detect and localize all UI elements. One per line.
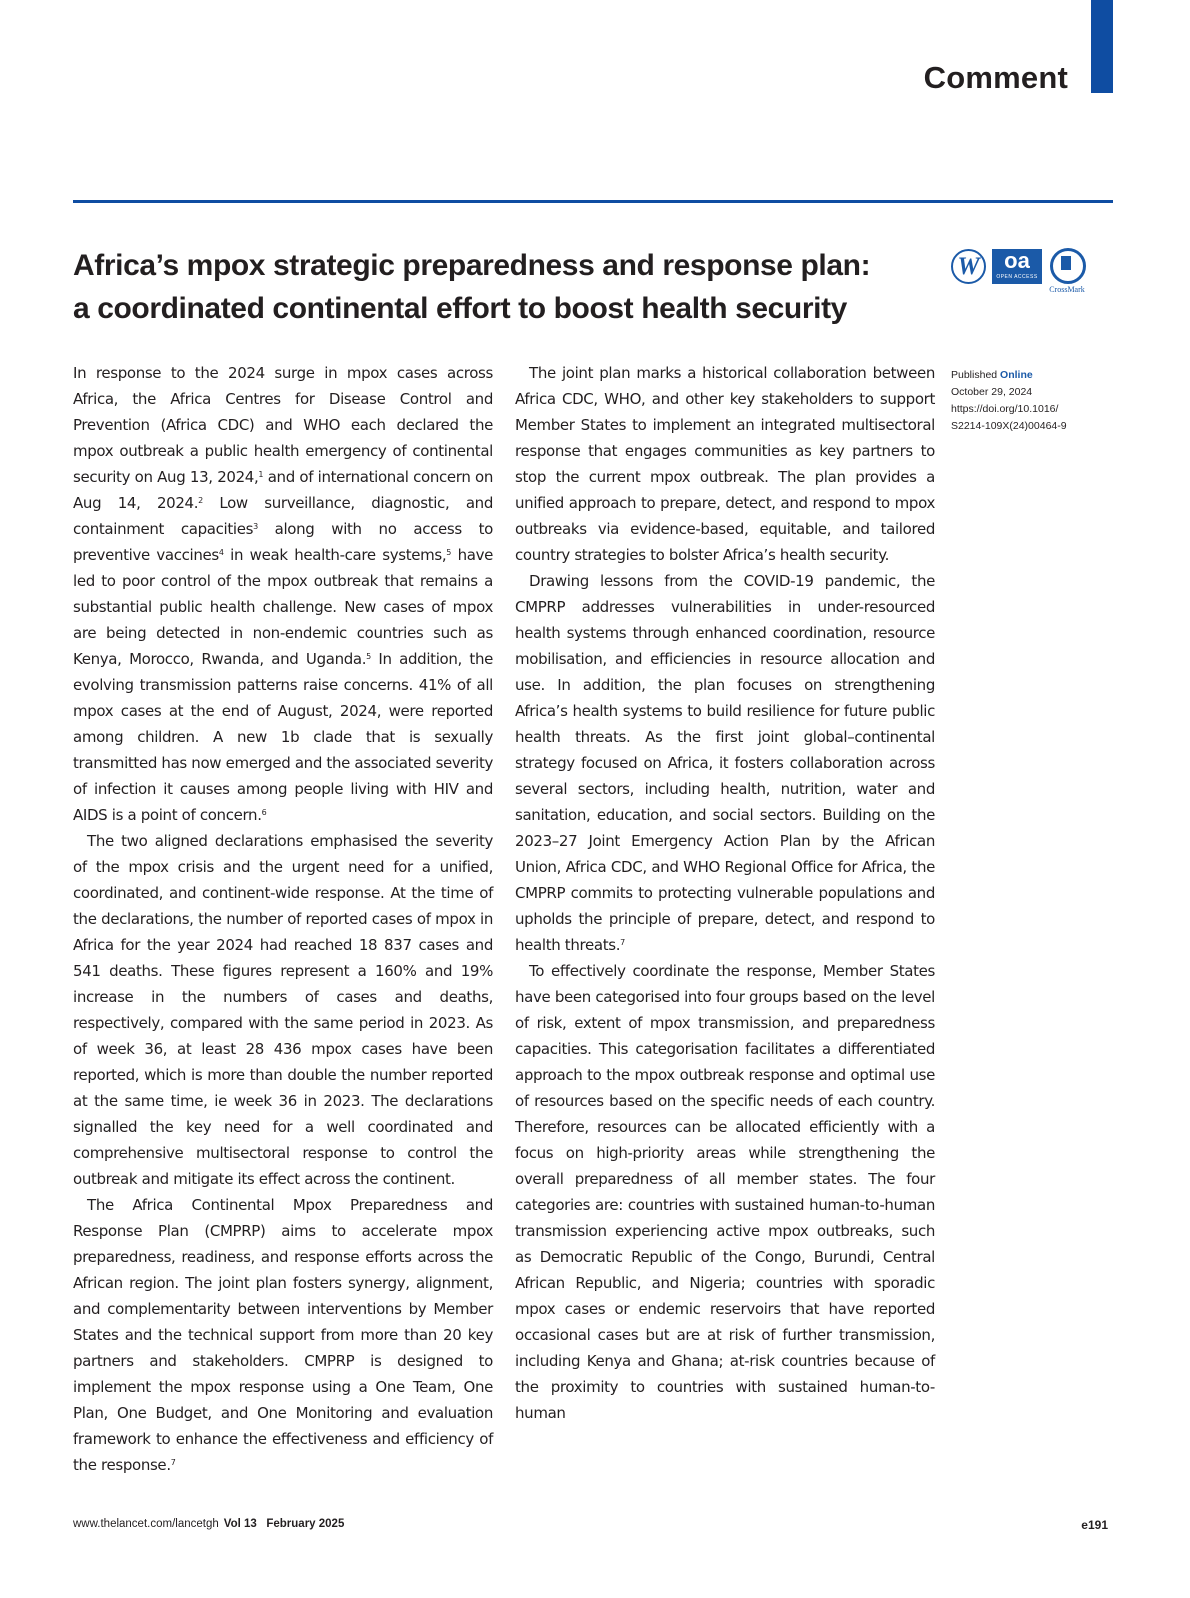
- paragraph: In response to the 2024 surge in mpox cases across Africa, the Africa Centres for Disease Control and Prevention (Africa CDC) and WHO each declared the mpox outbreak a public health emergency of continental security on Aug 13, 2024,$^1$ and of international concern on Aug 14, 2024.$^2$ Low surveillance, diagnostic, and containment capacities$^3$ along with no access to preventive vaccines$^4$ in weak health-care systems,$^5$ have led to poor control of the mpox outbreak that remains a substantial public health challenge. New cases of mpox are being detected in non-endemic countries such as Kenya, Morocco, Rwanda, and Uganda.$^5$ In addition, the evolving transmission patterns raise concerns. 41% of all mpox cases at the end of August, 2024, were reported among children. A new 1b clade that is sexually transmitted has now emerged and the associated severity of infection it causes among people living with HIV and AIDS is a point of concern.$^6$: [73, 364, 494, 824]
- volume-issue: Vol 13 February 2025: [223, 1518, 345, 1530]
- paragraph: Drawing lessons from the COVID-19 pandemic, the CMPRP addresses vulnerabilities in under-resourced health systems through enhanced coordination, resource mobilisation, and efficiencies in resource allocation and use. In addition, the plan focuses on strengthening Africa’s health systems to build resilience for future public health threats. As the first joint global–continental strategy focused on Africa, it fosters collaboration across several sectors, including health, nutrition, water and sanitation, education, and social sectors. Building on the 2023–27 Joint Emergency Action Plan by the African Union, Africa CDC, and WHO Regional Office for Africa, the CMPRP commits to protecting vulnerable populations and upholds the principle of prepare, detect, and respond to health threats.$^7$: [515, 572, 935, 954]
- crossmark-badge[interactable]: [1049, 248, 1085, 296]
- citation-ref[interactable]: 4: [218, 548, 224, 557]
- footer-journal-info: [73, 1518, 344, 1530]
- page-number: e191: [1081, 1518, 1108, 1532]
- publication-info: [951, 367, 1101, 435]
- article-title: [73, 244, 893, 330]
- header-rule: [73, 200, 1113, 203]
- open-access-label: OPEN ACCESS: [996, 274, 1038, 280]
- paragraph: The joint plan marks a historical collaboration between Africa CDC, WHO, and other key stakeholders to support Member States to implement an integrated multisectoral response that engages communities as key partners to stop the current mpox outbreak. The plan provides a unified approach to prepare, detect, and respond to mpox outbreaks via evidence-based, equitable, and tailored country strategies to bolster Africa’s health security.: [515, 364, 935, 564]
- published-date: October 29, 2024: [951, 386, 1033, 398]
- w-logo-icon[interactable]: W: [951, 249, 986, 284]
- published-line: Published Online: [951, 369, 1033, 381]
- citation-ref[interactable]: 5: [446, 548, 452, 557]
- oa-label: oa: [1004, 248, 1030, 273]
- citation-ref[interactable]: 1: [258, 470, 264, 479]
- crossmark-label: CrossMark: [1049, 285, 1085, 294]
- doi-link-line-1[interactable]: https://doi.org/10.1016/: [951, 403, 1059, 415]
- paragraph: The Africa Continental Mpox Preparedness and Response Plan (CMPRP) aims to accelerate mpox preparedness, readiness, and response efforts across the African region. The joint plan fosters synergy, alignment, and complementarity between interventions by Member States and the technical support from more than 20 key partners and stakeholders. CMPRP is designed to implement the mpox response using a One Team, One Plan, One Budget, and One Monitoring and evaluation framework to enhance the effectiveness and efficiency of the response.$^7$: [73, 1196, 493, 1474]
- article-badges: [951, 248, 1091, 296]
- title-line-1: Africa’s mpox strategic preparedness and response plan:: [73, 249, 871, 282]
- paragraph: The two aligned declarations emphasised the severity of the mpox crisis and the urgent need for a unified, coordinated, and continent-wide response. At the time of the declarations, the number of reported cases of mpox in Africa for the year 2024 had reached 18 837 cases and 541 deaths. These figures represent a 160% and 19% increase in the numbers of cases and deaths, respectively, compared with the same period in 2023. As of week 36, at least 28 436 mpox cases have been reported, which is more than double the number reported at the same time, ie week 36 in 2023. The declarations signalled the key need for a well coordinated and comprehensive multisectoral response to control the outbreak and mitigate its effect across the continent.: [73, 832, 493, 1188]
- section-color-tab: [1091, 0, 1113, 93]
- citation-ref[interactable]: 5: [366, 652, 371, 661]
- paragraph: To effectively coordinate the response, Member States have been categorised into four groups based on the level of risk, extent of mpox transmission, and preparedness capacities. This categorisation facilitates a differentiated approach to the mpox outbreak response and optimal use of resources based on the specific needs of each country. Therefore, resources can be allocated efficiently with a focus on high-priority areas while strengthening the overall preparedness of all member states. The four categories are: countries with sustained human-to-human transmission experiencing active mpox outbreaks, such as Democratic Republic of the Congo, Burundi, Central African Republic, and Nigeria; countries with sporadic mpox cases or endemic reservoirs that have reported occasional cases but are at risk of further transmission, including Kenya and Ghana; at-risk countries because of the proximity to countries with sustained human-to-human: [515, 962, 935, 1422]
- citation-ref[interactable]: 3: [253, 522, 258, 531]
- doi-link-line-2[interactable]: S2214-109X(24)00464-9: [951, 420, 1067, 432]
- citation-ref[interactable]: 7: [170, 1458, 176, 1467]
- citation-ref[interactable]: 2: [198, 496, 203, 505]
- citation-ref[interactable]: 7: [620, 938, 625, 947]
- open-access-badge[interactable]: [992, 249, 1042, 284]
- title-line-2: a coordinated continental effort to boost health security: [73, 292, 847, 325]
- body-column-2: [515, 360, 935, 1426]
- section-label: Comment: [923, 60, 1068, 95]
- citation-ref[interactable]: 6: [261, 808, 267, 817]
- bookmark-icon: [1061, 256, 1071, 270]
- journal-url[interactable]: www.thelancet.com/lancetgh: [73, 1518, 219, 1530]
- body-column-1: [73, 360, 493, 1478]
